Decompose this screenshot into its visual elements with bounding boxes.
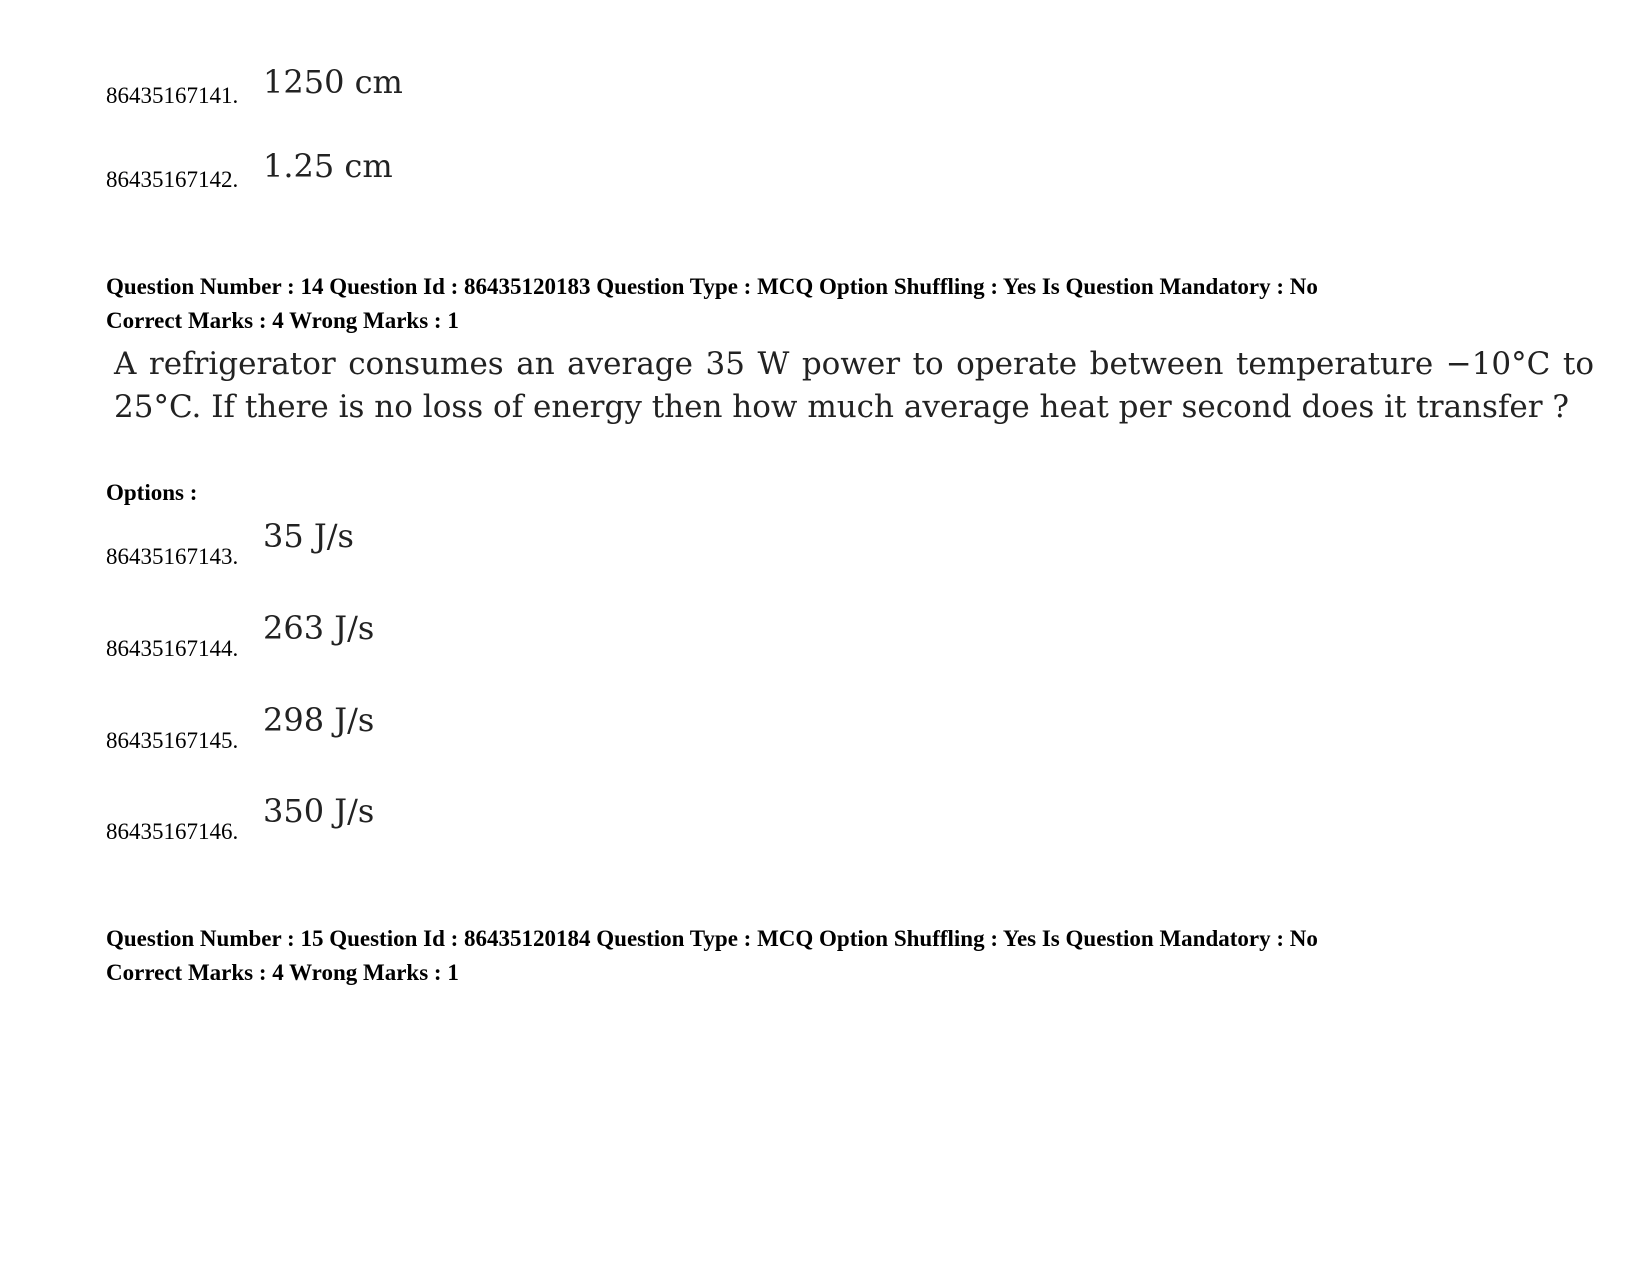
question-text: A refrigerator consumes an average 35 W power to operate between temperature −10°C to 25°C. If there is no loss of energy then how much average heat per second does it transfer ?	[114, 346, 1594, 425]
option-value: 1250 cm	[263, 63, 403, 101]
question-marks: Correct Marks : 4 Wrong Marks : 1	[106, 308, 459, 333]
option-value: 350 J/s	[263, 792, 375, 830]
option-id: 86435167143.	[106, 544, 239, 569]
option-id: 86435167145.	[106, 728, 239, 753]
option-id: 86435167144.	[106, 636, 239, 661]
option-id: 86435167146.	[106, 819, 239, 844]
option-value: 263 J/s	[263, 609, 375, 647]
option-value: 35 J/s	[263, 517, 354, 555]
question-marks: Correct Marks : 4 Wrong Marks : 1	[106, 960, 459, 985]
question-meta: Question Number : 15 Question Id : 86435120184 Question Type : MCQ Option Shuffling : Yes Is Question Mandatory : No	[106, 926, 1318, 951]
options-label: Options :	[106, 480, 198, 505]
question-meta: Question Number : 14 Question Id : 86435120183 Question Type : MCQ Option Shuffling : Yes Is Question Mandatory : No	[106, 274, 1318, 299]
option-value: 298 J/s	[263, 701, 375, 739]
option-id: 86435167142.	[106, 167, 239, 192]
option-id: 86435167141.	[106, 83, 239, 108]
option-value: 1.25 cm	[263, 147, 393, 185]
